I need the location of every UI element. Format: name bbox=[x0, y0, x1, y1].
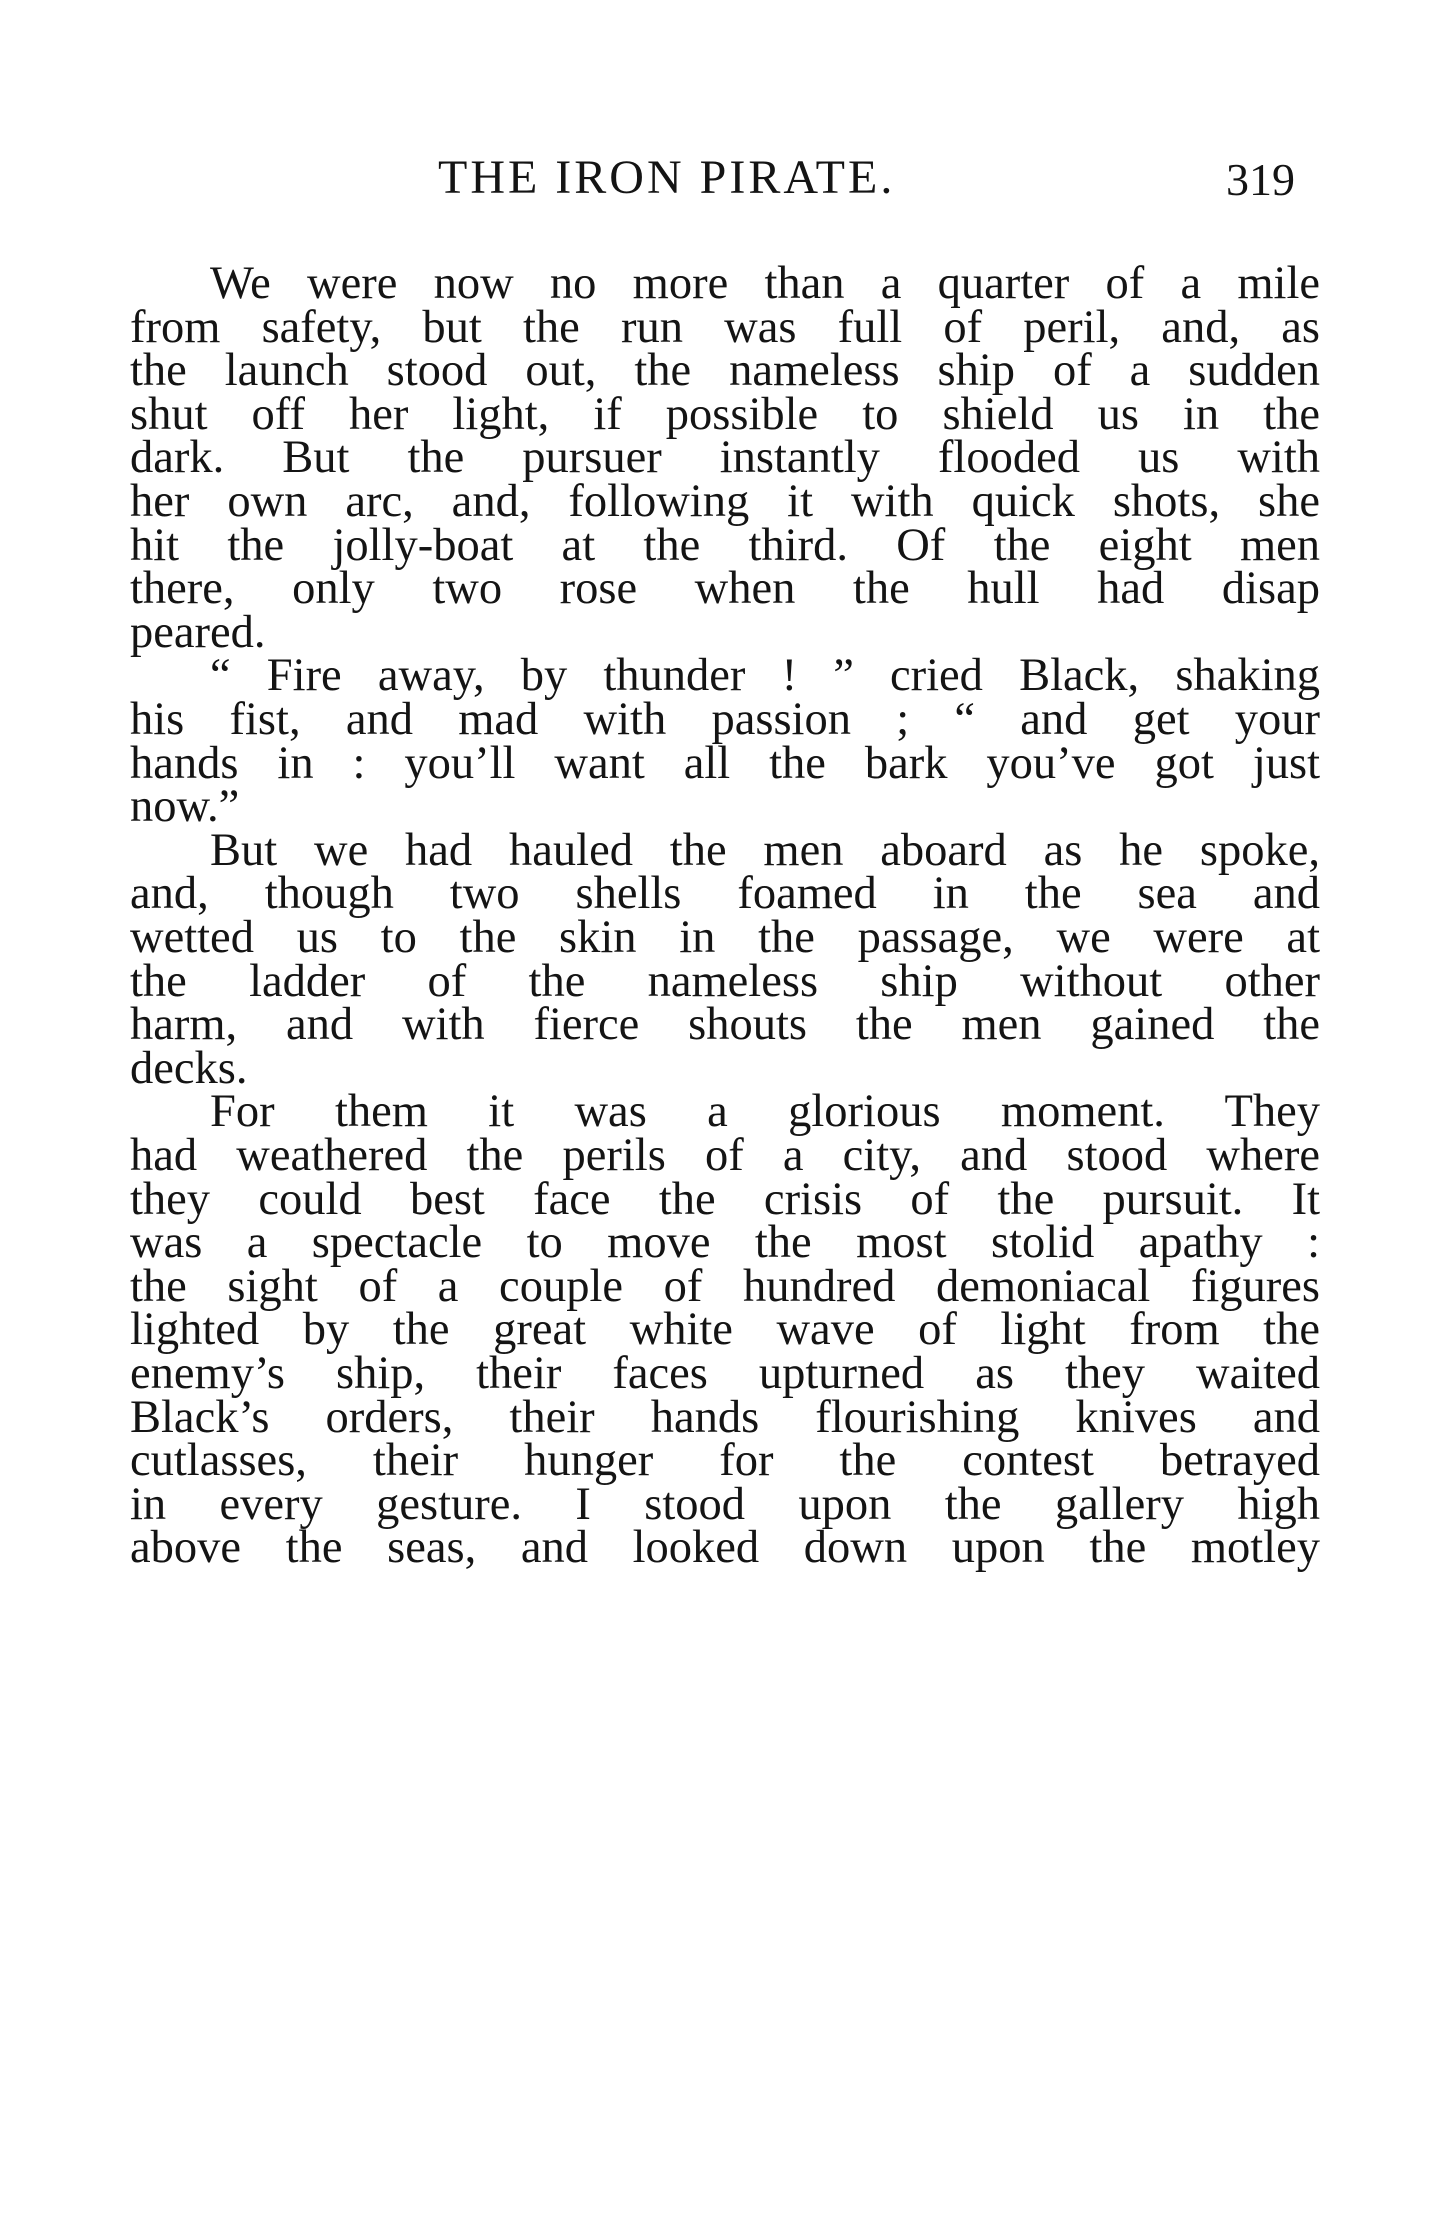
text-line: “ Fire away, by thunder ! ” cried Black, shaking bbox=[210, 650, 1320, 702]
text-line: lighted by the great white wave of light from the bbox=[130, 1304, 1320, 1356]
text-line: in every gesture. I stood upon the gallery high bbox=[130, 1478, 1320, 1530]
text-line: her own arc, and, following it with quick shots, she bbox=[130, 476, 1320, 527]
text-line: and, though two shells foamed in the sea and bbox=[130, 868, 1320, 920]
text-line: enemy’s ship, their faces upturned as they waited bbox=[130, 1348, 1320, 1399]
text-line: For them it was a glorious moment. They bbox=[210, 1086, 1320, 1138]
running-title: THE IRON PIRATE. bbox=[438, 151, 896, 204]
text-line: peared. bbox=[130, 606, 266, 658]
text-line: there, only two rose when the hull had disap bbox=[130, 563, 1320, 615]
text-line: his fist, and mad with passion ; “ and get your bbox=[130, 694, 1320, 745]
text-line: shut off her light, if possible to shield us in the bbox=[130, 388, 1320, 440]
page-number: 319 bbox=[1226, 154, 1295, 205]
text-line: was a spectacle to move the most stolid apathy : bbox=[130, 1217, 1320, 1269]
text-line: from safety, but the run was full of peril, and, as bbox=[130, 301, 1320, 353]
text-line: the ladder of the nameless ship without other bbox=[130, 955, 1320, 1007]
text-line: dark. But the pursuer instantly flooded us with bbox=[130, 432, 1320, 484]
text-line: We were now no more than a quarter of a mile bbox=[210, 258, 1320, 309]
text-line: above the seas, and looked down upon the motley bbox=[130, 1522, 1320, 1574]
text-line: now.” bbox=[130, 781, 240, 833]
text-line: decks. bbox=[130, 1042, 248, 1094]
text-line: the launch stood out, the nameless ship of a sudden bbox=[130, 345, 1320, 397]
running-head bbox=[0, 148, 1443, 208]
text-line: had weathered the perils of a city, and stood where bbox=[130, 1130, 1320, 1181]
text-line: the sight of a couple of hundred demoniacal figures bbox=[130, 1260, 1320, 1312]
text-line: hit the jolly-boat at the third. Of the eight men bbox=[130, 519, 1320, 571]
text-line: wetted us to the skin in the passage, we were at bbox=[130, 912, 1320, 963]
text-line: But we had hauled the men aboard as he spoke, bbox=[210, 824, 1320, 876]
text-line: cutlasses, their hunger for the contest betrayed bbox=[130, 1435, 1320, 1487]
text-line: hands in : you’ll want all the bark you’ve got just bbox=[130, 737, 1320, 789]
text-line: harm, and with fierce shouts the men gained the bbox=[130, 999, 1320, 1051]
text-line: Black’s orders, their hands flourishing knives and bbox=[130, 1391, 1320, 1443]
text-line: they could best face the crisis of the pursuit. It bbox=[130, 1173, 1320, 1225]
